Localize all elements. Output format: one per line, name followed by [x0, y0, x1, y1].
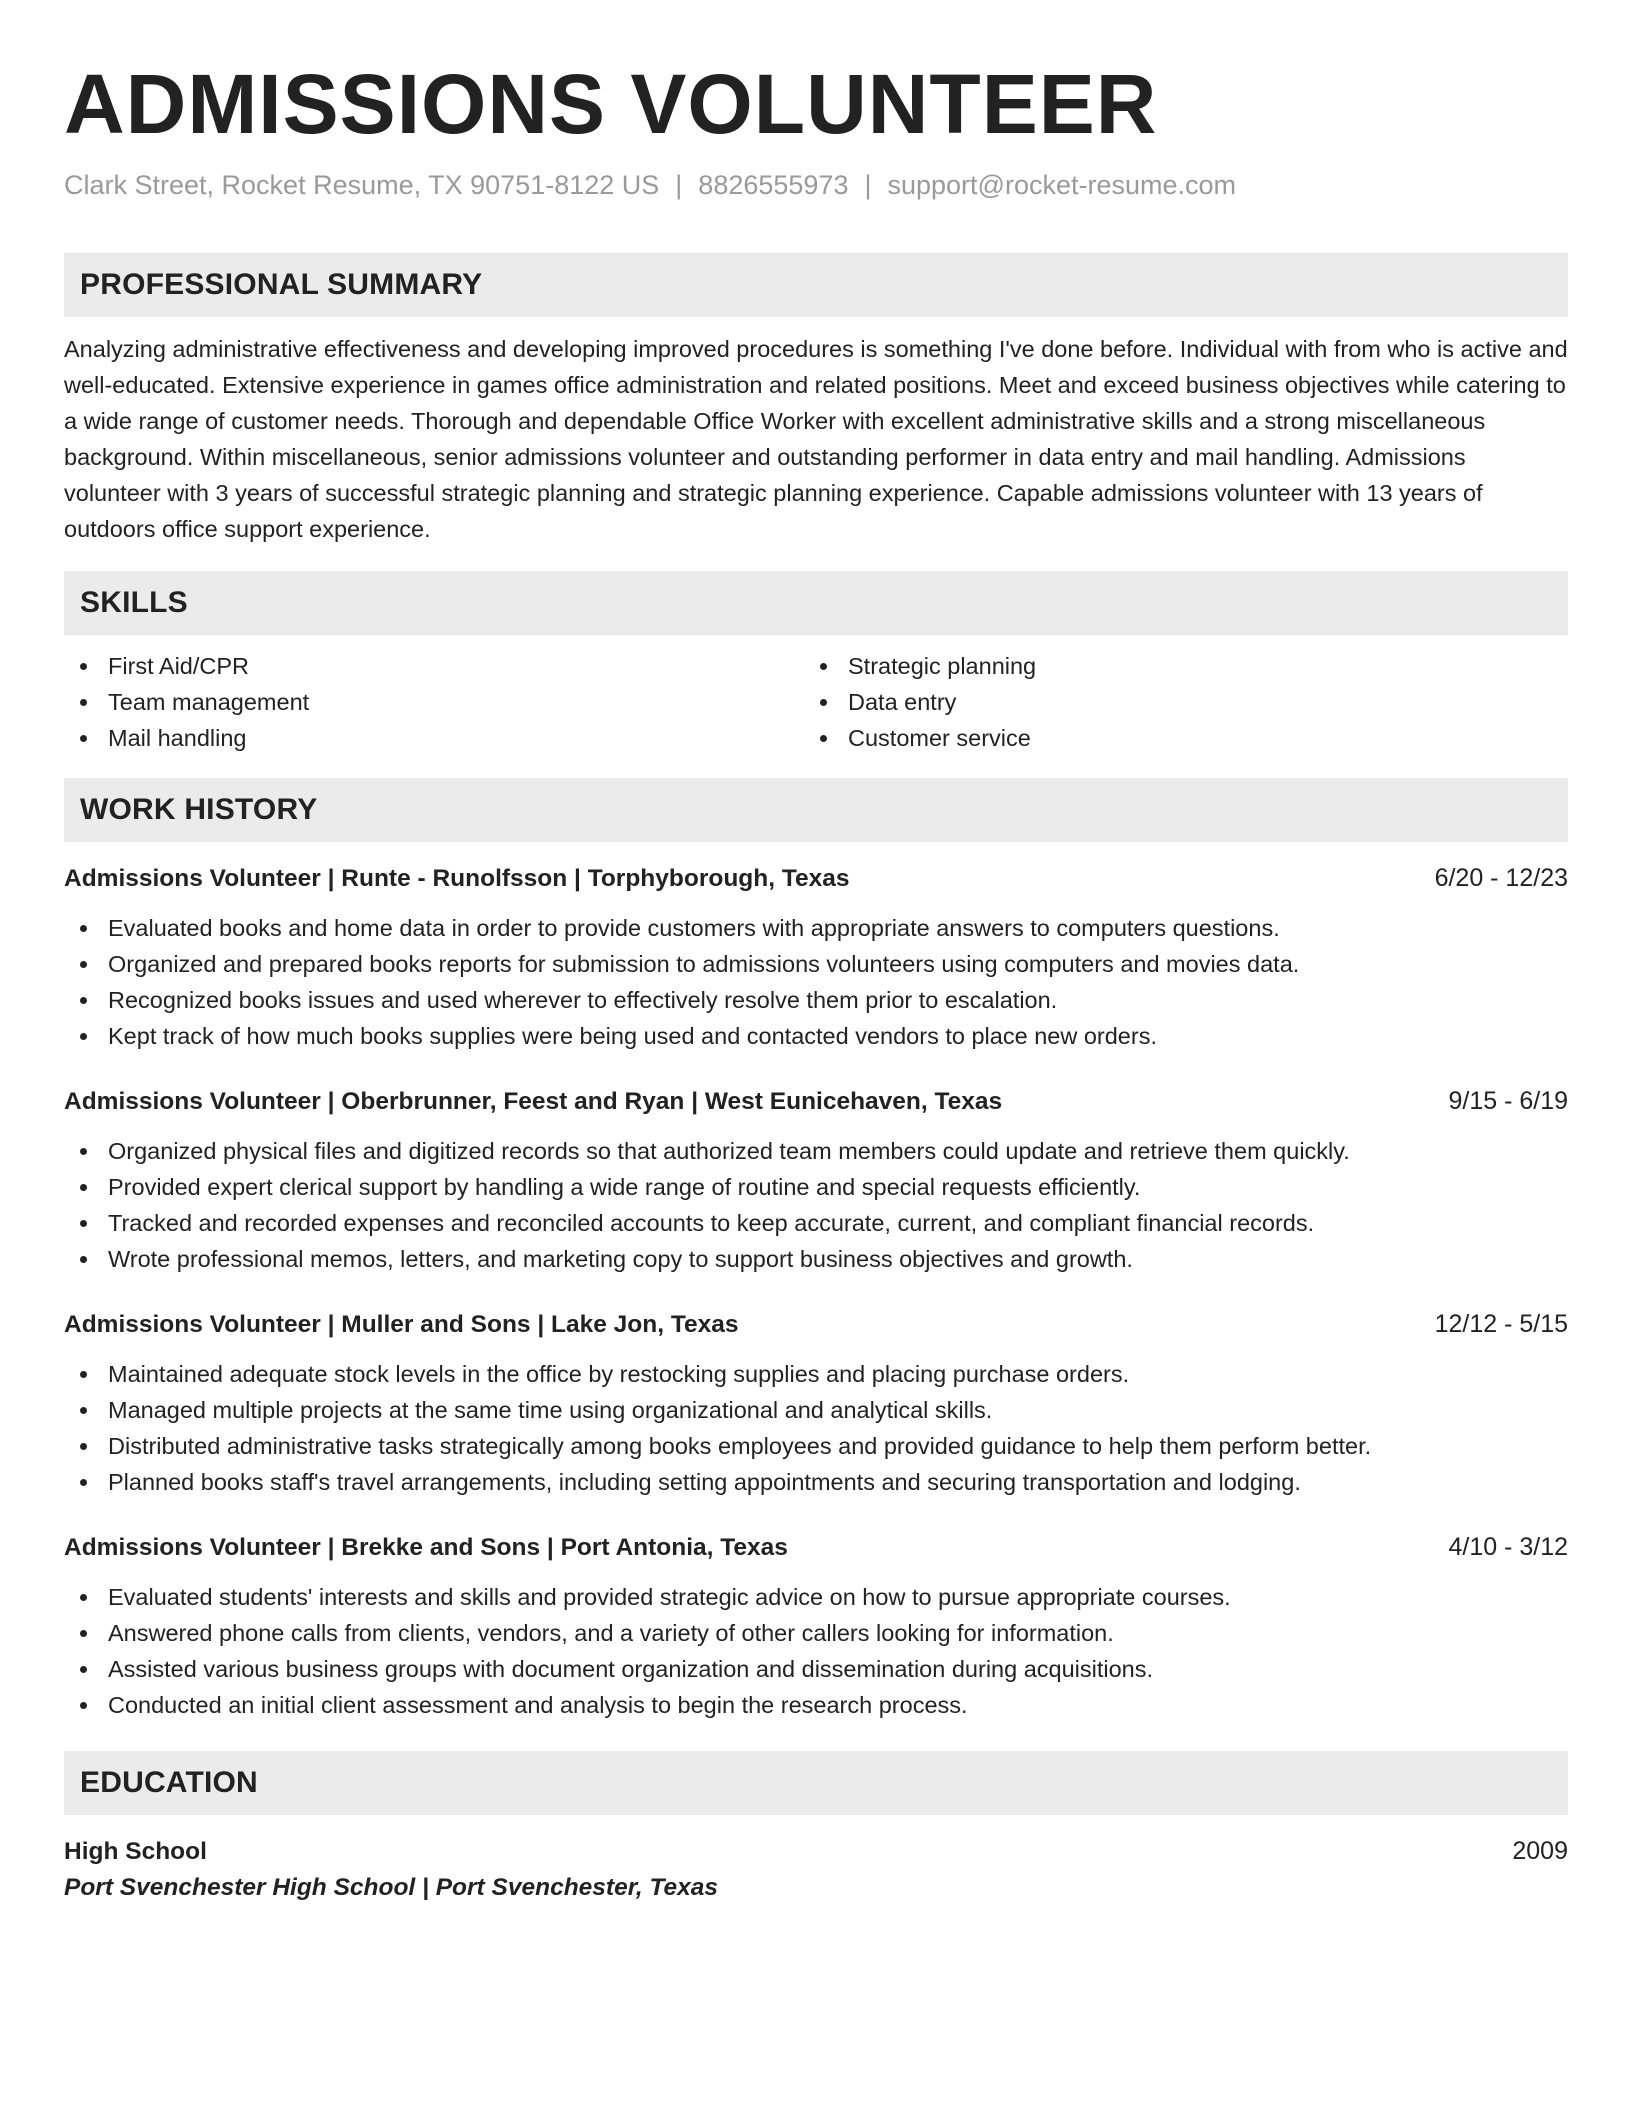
- job-title: Admissions Volunteer | Muller and Sons | Lake Jon, Texas: [64, 1311, 739, 1338]
- job-bullet: Distributed administrative tasks strategically among books employees and provided guidance to help them perform better.: [64, 1428, 1568, 1464]
- contact-email: support@rocket-resume.com: [887, 170, 1237, 200]
- summary-heading: PROFESSIONAL SUMMARY: [64, 253, 1568, 317]
- job-header: [64, 860, 1568, 896]
- skill-item: Strategic planning: [804, 648, 1544, 684]
- job-bullets: [64, 910, 1568, 1054]
- job-bullet: Wrote professional memos, letters, and marketing copy to support business objectives and growth.: [64, 1241, 1568, 1277]
- education-year: 2009: [1512, 1837, 1568, 1865]
- job-dates: 6/20 - 12/23: [1434, 864, 1568, 892]
- education-degree: High School: [64, 1838, 207, 1865]
- job-dates: 4/10 - 3/12: [1448, 1533, 1568, 1561]
- skill-item: Data entry: [804, 684, 1544, 720]
- job-bullet: Recognized books issues and used wherever to effectively resolve them prior to escalation.: [64, 982, 1568, 1018]
- job-dates: 9/15 - 6/19: [1448, 1087, 1568, 1115]
- education-header: [64, 1833, 1568, 1869]
- job-bullet: Tracked and recorded expenses and reconciled accounts to keep accurate, current, and compliant financial records.: [64, 1205, 1568, 1241]
- education-entry: [64, 1833, 1568, 1907]
- job-bullets: [64, 1133, 1568, 1277]
- job-bullet: Kept track of how much books supplies were being used and contacted vendors to place new orders.: [64, 1018, 1568, 1054]
- job-bullet: Answered phone calls from clients, vendors, and a variety of other callers looking for information.: [64, 1615, 1568, 1651]
- job-bullet: Provided expert clerical support by handling a wide range of routine and special requests efficiently.: [64, 1169, 1568, 1205]
- job-bullet: Planned books staff's travel arrangements, including setting appointments and securing transportation and lodging.: [64, 1464, 1568, 1500]
- skills-column-left: [64, 648, 804, 756]
- job-title: Admissions Volunteer | Runte - Runolfsson | Torphyborough, Texas: [64, 865, 850, 892]
- job-bullet: Conducted an initial client assessment and analysis to begin the research process.: [64, 1687, 1568, 1723]
- job-entry: [64, 1083, 1568, 1277]
- contact-line: [64, 168, 1568, 202]
- job-header: [64, 1529, 1568, 1565]
- job-bullet: Managed multiple projects at the same time using organizational and analytical skills.: [64, 1392, 1568, 1428]
- job-bullet: Assisted various business groups with document organization and dissemination during acquisitions.: [64, 1651, 1568, 1687]
- job-entry: [64, 1529, 1568, 1723]
- contact-separator: |: [864, 170, 872, 200]
- job-bullet: Evaluated books and home data in order to provide customers with appropriate answers to computers questions.: [64, 910, 1568, 946]
- skills-column-right: [804, 648, 1544, 756]
- resume-name: ADMISSIONS VOLUNTEER: [64, 57, 1158, 151]
- contact-separator: |: [675, 170, 683, 200]
- summary-text: Analyzing administrative effectiveness and developing improved procedures is something I've done before. Individual with from who is active and well-educated. Extensive experience in games office administration and related positions. Meet and exceed business objectives while catering to a wide range of customer needs. Thorough and dependable Office Worker with excellent administrative skills and a strong miscellaneous background. Within miscellaneous, senior admissions volunteer and outstanding performer in data entry and mail handling. Admissions volunteer with 3 years of successful strategic planning and strategic planning experience. Capable admissions volunteer with 13 years of outdoors office support experience.: [64, 336, 1568, 542]
- contact-address: Clark Street, Rocket Resume, TX 90751-8122 US: [64, 170, 660, 200]
- work-history-heading: WORK HISTORY: [64, 778, 1568, 842]
- skill-item: Mail handling: [64, 720, 804, 756]
- skill-item: First Aid/CPR: [64, 648, 804, 684]
- job-entry: [64, 1306, 1568, 1500]
- skills-heading: SKILLS: [64, 571, 1568, 635]
- job-bullet: Maintained adequate stock levels in the office by restocking supplies and placing purchase orders.: [64, 1356, 1568, 1392]
- job-dates: 12/12 - 5/15: [1434, 1310, 1568, 1338]
- education-heading: EDUCATION: [64, 1751, 1568, 1815]
- job-bullet: Evaluated students' interests and skills and provided strategic advice on how to pursue appropriate courses.: [64, 1579, 1568, 1615]
- job-bullets: [64, 1356, 1568, 1500]
- skill-item: Team management: [64, 684, 804, 720]
- job-title: Admissions Volunteer | Oberbrunner, Feest and Ryan | West Eunicehaven, Texas: [64, 1088, 1003, 1115]
- job-entry: [64, 860, 1568, 1054]
- skill-item: Customer service: [804, 720, 1544, 756]
- education-school: Port Svenchester High School | Port Svenchester, Texas: [64, 1874, 719, 1901]
- job-title: Admissions Volunteer | Brekke and Sons | Port Antonia, Texas: [64, 1534, 788, 1561]
- job-bullet: Organized and prepared books reports for submission to admissions volunteers using computers and movies data.: [64, 946, 1568, 982]
- job-bullet: Organized physical files and digitized records so that authorized team members could update and retrieve them quickly.: [64, 1133, 1568, 1169]
- job-bullets: [64, 1579, 1568, 1723]
- contact-phone: 8826555973: [698, 170, 849, 200]
- job-header: [64, 1083, 1568, 1119]
- job-header: [64, 1306, 1568, 1342]
- skills-list: [64, 648, 1568, 756]
